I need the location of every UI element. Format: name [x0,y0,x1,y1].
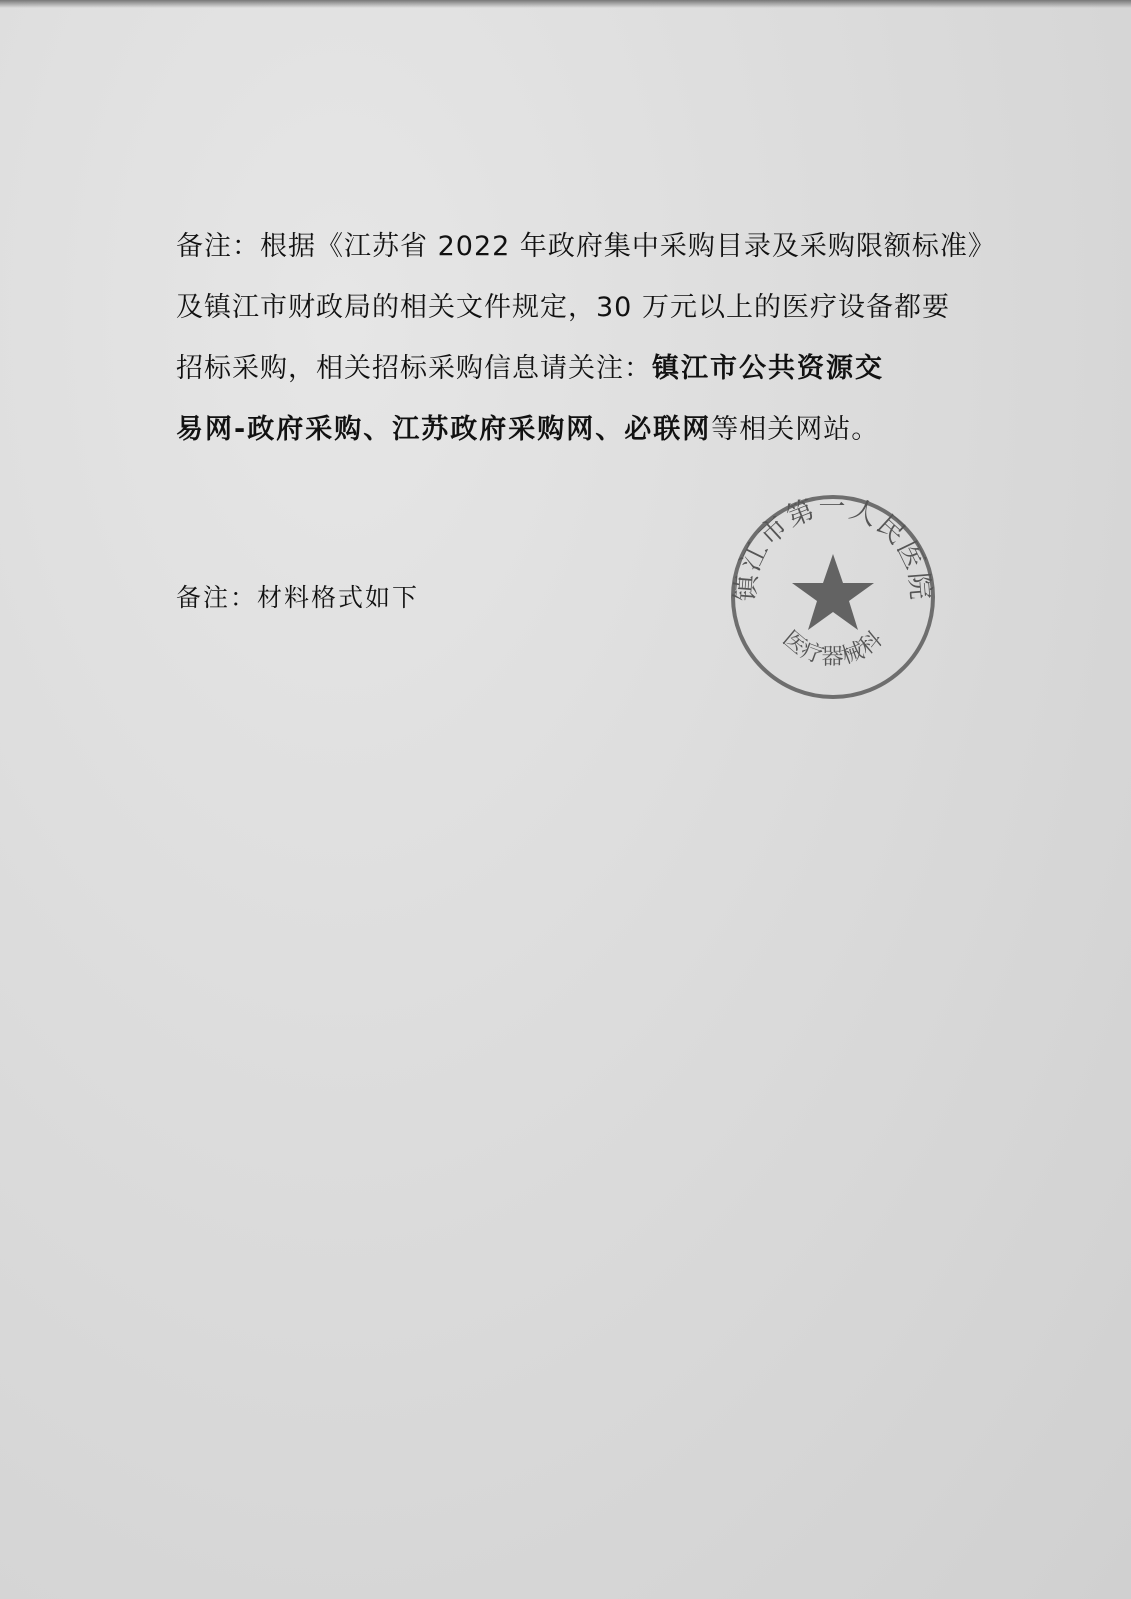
material-format-note: 备注：材料格式如下 [176,583,420,612]
seal-bottom-text: 医疗器械科 [777,626,889,670]
procurement-note [176,216,996,460]
hospital-seal [728,492,938,702]
note-line-1: 备注：根据《江苏省 2022 年政府集中采购目录及采购限额标准》 [176,231,996,262]
website-name-bold: 镇江市公共资源交 [652,353,884,384]
website-list-bold: 易网-政府采购、江苏政府采购网、必联网 [176,414,712,445]
seal-top-text: 镇江市第一人民医院 [730,492,936,603]
seal-stamp-icon [728,492,938,702]
note-line-3-text: 招标采购，相关招标采购信息请关注： [176,353,652,384]
seal-star-icon [792,554,874,630]
note-line-3 [176,338,976,399]
note-line-4-text: 等相关网站。 [711,414,880,445]
note-line-2: 及镇江市财政局的相关文件规定，30 万元以上的医疗设备都要 [176,292,950,323]
scan-edge [0,0,1131,8]
note-line-4 [176,399,976,460]
